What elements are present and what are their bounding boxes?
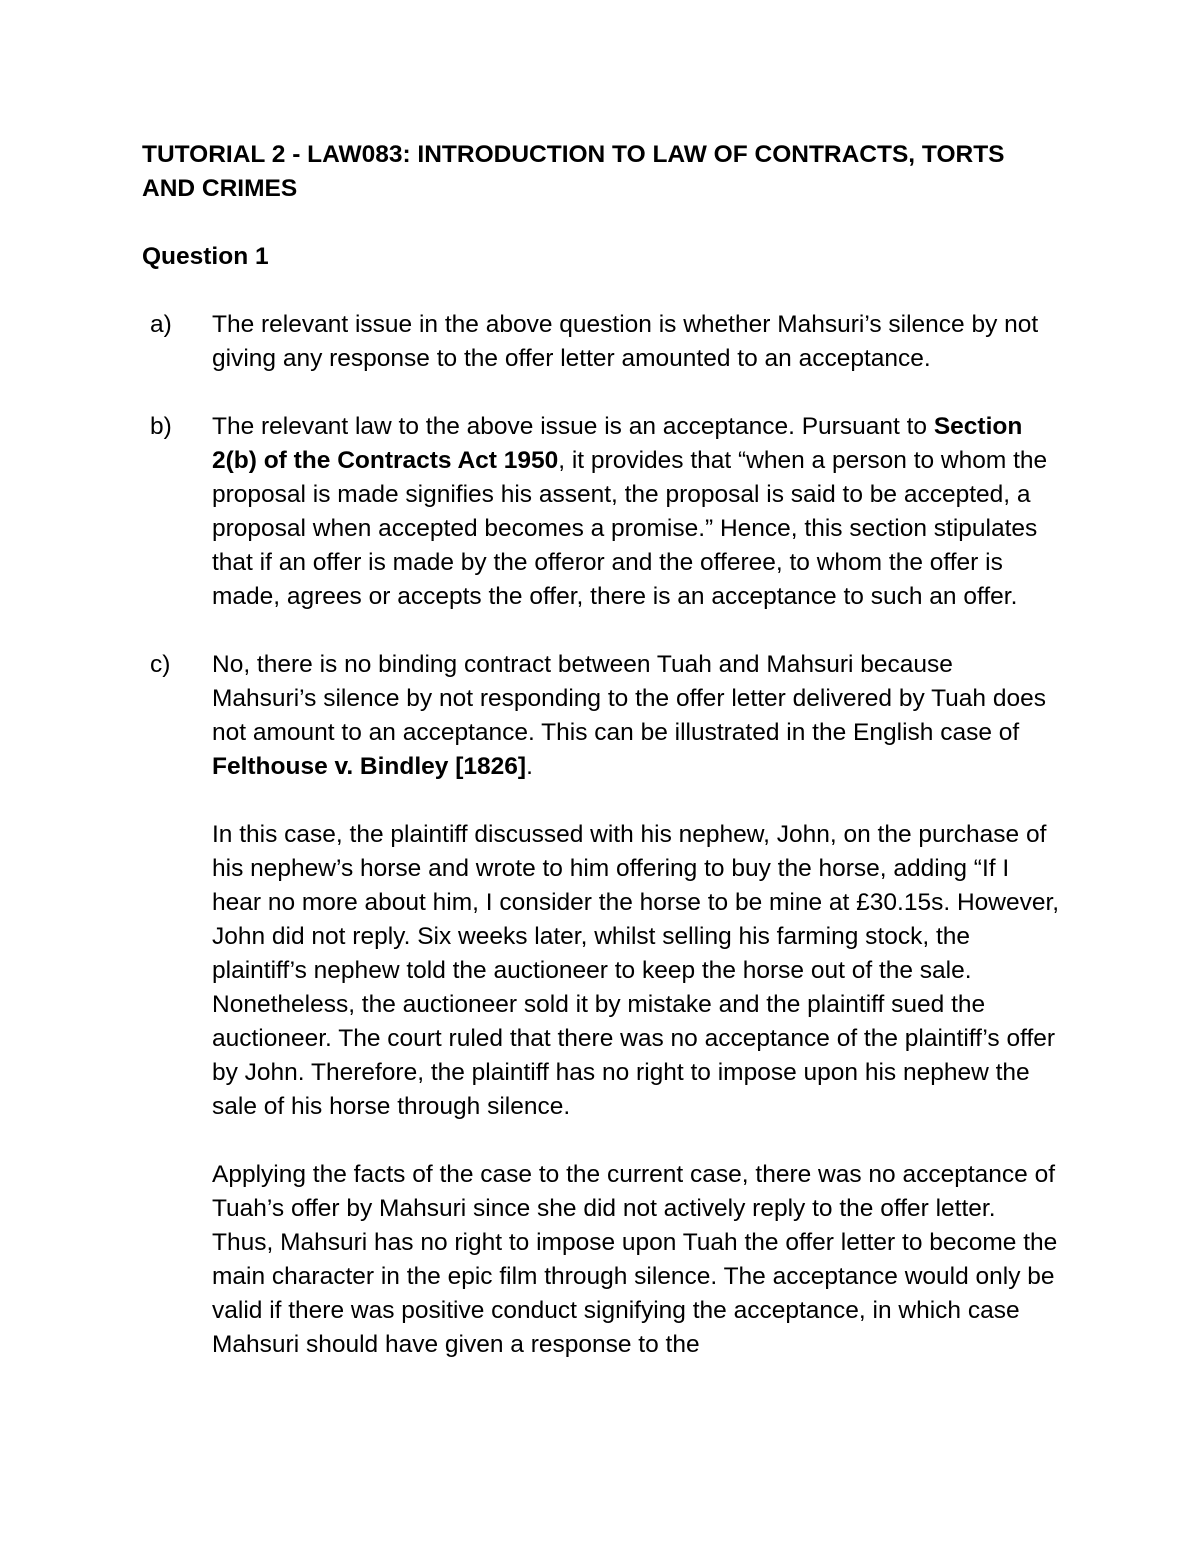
- item-b-text-start: The relevant law to the above issue is an acceptance. Pursuant to: [212, 413, 934, 440]
- question-heading: Question 1: [142, 243, 269, 270]
- list-item-b: [142, 410, 1062, 614]
- item-c-paragraph-3: Applying the facts of the case to the current case, there was no acceptance of Tuah’s offer by Mahsuri since she did not actively reply to the offer letter. Thus, Mahsuri has no right to impose upon Tuah the offer letter to become the main character in the epic film through silence. The acceptance would only be valid if there was positive conduct signifying the acceptance, in which case Mahsuri should have given a response to the: [212, 1161, 1058, 1358]
- document-page: [142, 138, 1062, 1362]
- item-b-text: [212, 410, 1062, 614]
- item-b-text-rest: , it provides that “when a person to whom the proposal is made signifies his assent, the proposal is said to be accepted, a proposal when accepted becomes a promise.” Hence, this section stipulates that if an offer is made by the offeror and the offeree, to whom the offer is made, agrees or accepts the offer, there is an acceptance to such an offer.: [212, 447, 1048, 610]
- case-citation: Felthouse v. Bindley [1826]: [212, 753, 527, 780]
- list-item-c: [142, 648, 1062, 1362]
- item-c-paragraph-2: In this case, the plaintiff discussed with his nephew, John, on the purchase of his nephew’s horse and wrote to him offering to buy the horse, adding “If I hear no more about him, I consider the horse to be mine at £30.15s. However, John did not reply. Six weeks later, whilst selling his farming stock, the plaintiff’s nephew told the auctioneer to keep the horse out of the sale. Nonetheless, the auctioneer sold it by mistake and the plaintiff sued the auctioneer. The court ruled that there was no acceptance of the plaintiff’s offer by John. Therefore, the plaintiff has no right to impose upon his nephew the sale of his horse through silence.: [212, 821, 1060, 1120]
- statute-citation: Section 2(b) of the Contracts Act 1950: [212, 413, 1023, 474]
- item-c-paragraph-1: [212, 648, 1062, 784]
- item-a-text: The relevant issue in the above question is whether Mahsuri’s silence by not giving any response to the offer letter amounted to an acceptance.: [212, 311, 1039, 372]
- list-item-a: [142, 308, 1062, 376]
- list-marker-a: a): [150, 311, 172, 338]
- list-marker-c: c): [150, 651, 171, 678]
- document-title: TUTORIAL 2 - LAW083: INTRODUCTION TO LAW OF CONTRACTS, TORTS AND CRIMES: [142, 141, 1005, 202]
- item-c-text-start: No, there is no binding contract between Tuah and Mahsuri because Mahsuri’s silence by not responding to the offer letter delivered by Tuah does not amount to an acceptance. This can be illustrated in the English case of: [212, 651, 1046, 746]
- item-c-text-end: .: [526, 753, 533, 780]
- list-marker-b: b): [150, 413, 172, 440]
